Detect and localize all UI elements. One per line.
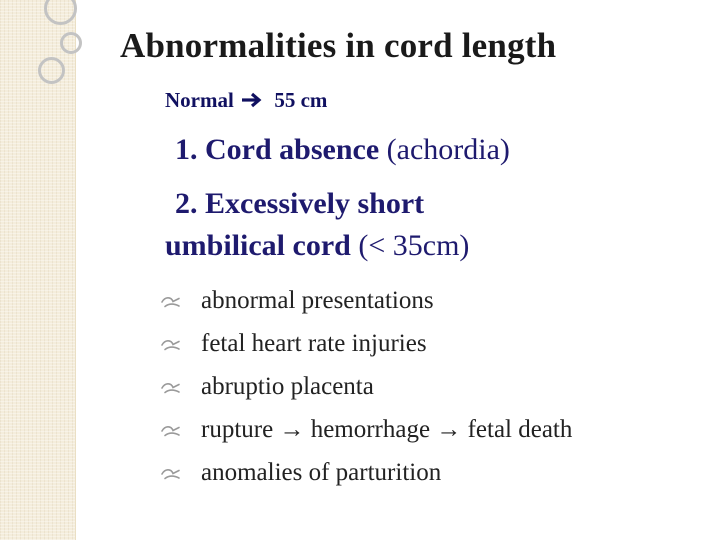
list-item-short-cord-continued (165, 229, 469, 263)
list-item-cord-absence (175, 133, 510, 167)
bullet-text: abnormal presentations (201, 287, 434, 314)
list-item-short-cord (175, 187, 424, 221)
normal-length-line (165, 88, 327, 113)
ribbon-bullet-icon (160, 338, 182, 352)
normal-length-value: 55 cm (274, 88, 328, 112)
bullet-text: rupture → hemorrhage → fetal death (201, 416, 573, 443)
ring-icon (38, 57, 65, 84)
list-item (160, 283, 580, 319)
ribbon-bullet-icon (160, 467, 182, 481)
list-item (160, 412, 580, 448)
list-item (160, 455, 580, 491)
item-bold-text: Excessively short (205, 187, 425, 220)
item-rest-text: (< 35cm) (358, 229, 470, 262)
ring-icon (60, 32, 82, 54)
bullet-text: abruptio placenta (201, 373, 374, 400)
item-rest-text: (achordia) (386, 133, 510, 166)
item-bold-text: umbilical cord (165, 229, 351, 262)
item-bold-text: Cord absence (205, 133, 380, 166)
ribbon-bullet-icon (160, 295, 182, 309)
bullet-text: anomalies of parturition (201, 459, 442, 486)
normal-label: Normal (165, 88, 234, 112)
ring-icon (44, 0, 77, 25)
bullet-text: fetal heart rate injuries (201, 330, 427, 357)
right-arrow-icon (241, 92, 265, 108)
item-number: 1. (175, 133, 198, 166)
list-item (160, 369, 580, 405)
list-item (160, 326, 580, 362)
slide-title: Abnormalities in cord length (120, 26, 557, 65)
ribbon-bullet-icon (160, 424, 182, 438)
decorative-sidebar (0, 0, 76, 540)
consequences-list (160, 283, 580, 498)
ribbon-bullet-icon (160, 381, 182, 395)
item-number: 2. (175, 187, 198, 220)
